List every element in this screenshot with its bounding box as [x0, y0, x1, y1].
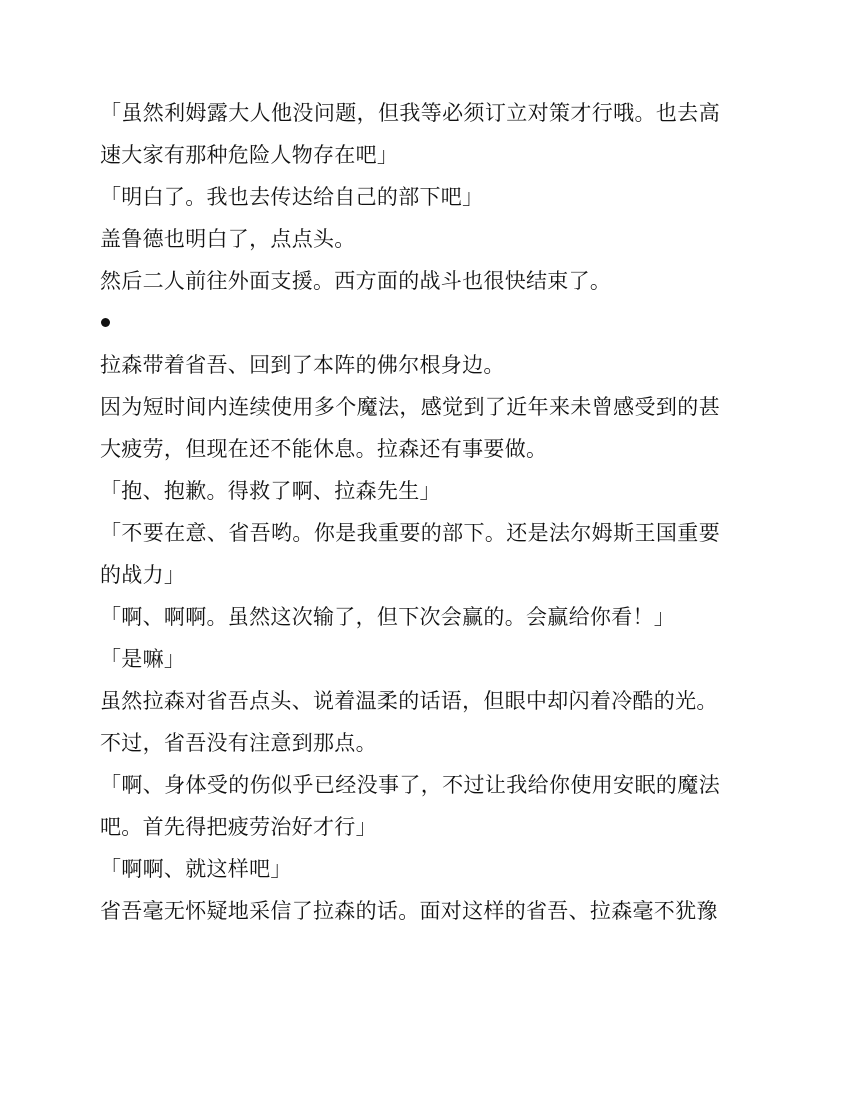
paragraph-8: 「不要在意、省吾哟。你是我重要的部下。还是法尔姆斯王国重要的战力」 [100, 521, 720, 587]
paragraph-1: 「虽然利姆露大人他没问题，但我等必须订立对策才行哦。也去高速大家有那种危险人物存在吧」 [100, 101, 720, 167]
paragraph-9: 「啊、啊啊。虽然这次输了，但下次会赢的。会赢给你看！」 [100, 605, 676, 629]
paragraph-10: 「是嘛」 [100, 647, 186, 671]
paragraph-5: 拉森带着省吾、回到了本阵的佛尔根身边。 [100, 353, 505, 377]
bullet-dot-icon [101, 318, 110, 327]
document-body [100, 92, 720, 932]
paragraph-15: 省吾毫无怀疑地采信了拉森的话。面对这样的省吾、拉森毫不犹豫 [100, 899, 718, 923]
paragraph-2: 「明白了。我也去传达给自己的部下吧」 [100, 185, 484, 209]
paragraph-14: 「啊啊、就这样吧」 [100, 857, 292, 881]
section-separator [100, 302, 720, 344]
paragraph-4: 然后二人前往外面支援。西方面的战斗也很快结束了。 [100, 269, 612, 293]
paragraph-12: 不过，省吾没有注意到那点。 [100, 731, 377, 755]
paragraph-3: 盖鲁德也明白了，点点头。 [100, 227, 356, 251]
paragraph-13: 「啊、身体受的伤似乎已经没事了，不过让我给你使用安眠的魔法吧。首先得把疲劳治好才行」 [100, 773, 720, 839]
paragraph-7: 「抱、抱歉。得救了啊、拉森先生」 [100, 479, 441, 503]
paragraph-11: 虽然拉森对省吾点头、说着温柔的话语，但眼中却闪着冷酷的光。 [100, 689, 718, 713]
paragraph-6: 因为短时间内连续使用多个魔法，感觉到了近年来未曾感受到的甚大疲劳，但现在还不能休息。拉森还有事要做。 [100, 395, 720, 461]
